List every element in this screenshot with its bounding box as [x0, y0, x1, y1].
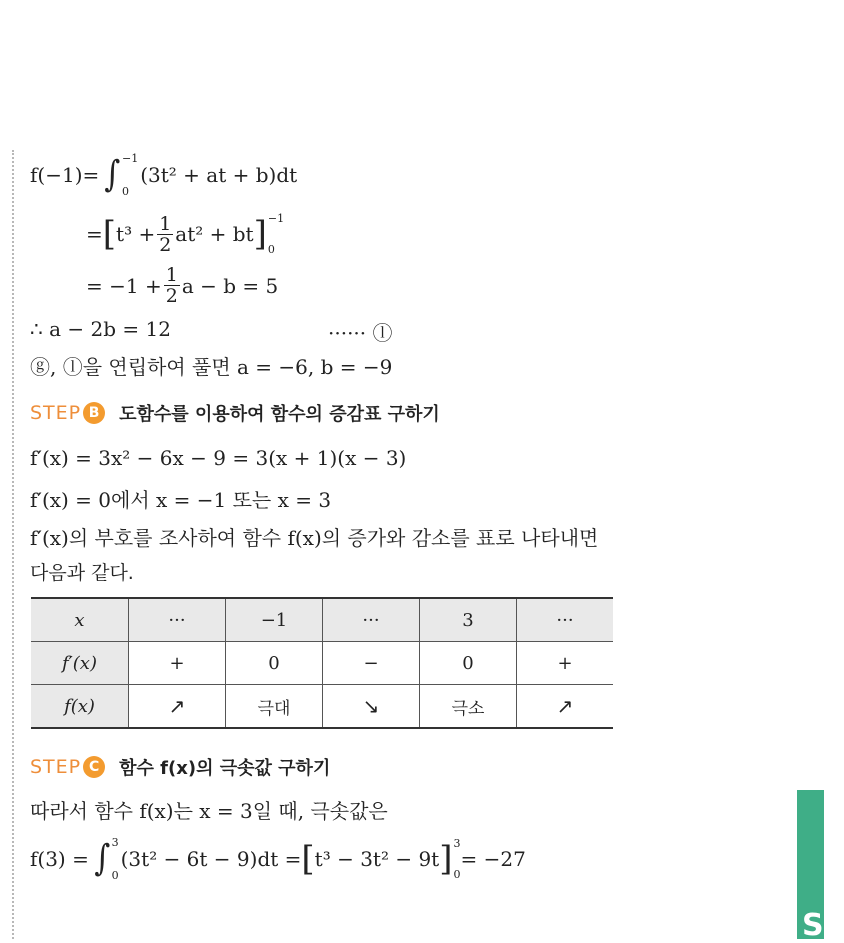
derivative-line-4: 다음과 같다.	[30, 562, 134, 584]
derivative-line-1: f′(x) = 3x² − 6x − 9 = 3(x + 1)(x − 3)	[30, 446, 407, 470]
equals: =	[86, 222, 103, 246]
table-row-fprime	[31, 642, 613, 685]
step-label: STEP	[30, 756, 82, 778]
integrand: (3t² + at + b)dt	[140, 163, 298, 187]
table-cell: ···	[517, 598, 614, 642]
step-b-header	[30, 400, 440, 426]
table-cell: ···	[129, 598, 226, 642]
remaining-terms: at² + bt	[175, 222, 254, 246]
lower-limit: 0	[453, 868, 461, 881]
dotted-margin	[12, 150, 14, 939]
bracket-close: ] 3 0	[439, 837, 461, 881]
derivative-line-3: f′(x)의 부호를 조사하여 함수 f(x)의 증가와 감소를 표로 나타내면	[30, 526, 599, 550]
table-cell: ···	[323, 598, 420, 642]
step-badge: B	[83, 402, 105, 424]
upper-limit: −1	[267, 212, 285, 225]
integral-sign: ∫	[94, 838, 111, 879]
integral-limits	[122, 152, 138, 198]
table-cell: x	[31, 598, 129, 642]
lhs: f(−1)=	[30, 163, 100, 187]
table-cell: 극소	[420, 685, 517, 729]
chapter-tab	[797, 790, 824, 943]
upper-limit: 3	[453, 837, 461, 850]
chapter-tab-label: S	[802, 908, 824, 943]
table-cell: +	[517, 642, 614, 685]
table-row-f	[31, 685, 613, 729]
table-cell: f′(x)	[31, 642, 129, 685]
upper-limit: 3	[111, 836, 119, 849]
step-title: 함수 f(x)의 극솟값 구하기	[119, 758, 331, 779]
table-cell: −	[323, 642, 420, 685]
fraction-half: $\frac{1}{2}$	[159, 212, 172, 256]
equation-line-1	[30, 152, 297, 198]
integral	[93, 836, 119, 882]
derivative-line-2: f′(x) = 0에서 x = −1 또는 x = 3	[30, 488, 332, 512]
table-cell: f(x)	[31, 685, 129, 729]
table-row-x	[31, 598, 613, 642]
table-cell: 3	[420, 598, 517, 642]
increasing-arrow-icon: ↗	[129, 685, 226, 729]
conclusion-equation	[30, 836, 526, 882]
table-cell: 0	[226, 642, 323, 685]
integral-sign: ∫	[104, 154, 121, 195]
integral-limits	[112, 836, 119, 882]
equation-line-5: ⓖ, ⓛ을 연립하여 풀면 a = −6, b = −9	[30, 355, 393, 379]
conclusion-line-1: 따라서 함수 f(x)는 x = 3일 때, 극솟값은	[30, 799, 388, 823]
step-label: STEP	[30, 402, 82, 424]
bracket-open: [	[102, 214, 117, 254]
antiderivative: t³ − 3t² − 9t	[314, 847, 440, 871]
step-badge: C	[83, 756, 105, 778]
bracket-close: ] −1 0	[253, 212, 285, 256]
decreasing-arrow-icon: ↘	[323, 685, 420, 729]
table-cell: 극대	[226, 685, 323, 729]
sign-table	[31, 597, 613, 729]
step-c-header	[30, 754, 330, 780]
bracket-open: [	[301, 839, 315, 879]
equation-line-3	[86, 265, 278, 306]
result: = −27	[460, 847, 526, 871]
lhs: f(3) =	[30, 847, 89, 871]
increasing-arrow-icon: ↗	[517, 685, 614, 729]
equation-line-4	[30, 317, 171, 341]
equation-tag: ······ ⓛ	[328, 321, 393, 345]
lower-limit: 0	[267, 243, 275, 256]
table-cell: −1	[226, 598, 323, 642]
step-title: 도함수를 이용하여 함수의 증감표 구하기	[119, 404, 440, 425]
table-cell: 0	[420, 642, 517, 685]
integrand: (3t² − 6t − 9)dt =	[120, 847, 302, 871]
post: a − b = 5	[181, 273, 279, 298]
fraction-half: $\frac{1}{2}$	[165, 264, 178, 307]
lower-limit: 0	[122, 185, 130, 198]
relation: ∴ a − 2b = 12	[30, 317, 171, 341]
upper-limit: −1	[122, 152, 139, 165]
pre: = −1 +	[86, 273, 162, 298]
integral	[103, 152, 138, 198]
table-cell: +	[129, 642, 226, 685]
t-cubed: t³ +	[116, 222, 156, 246]
lower-limit: 0	[111, 869, 119, 882]
equation-line-2	[86, 212, 284, 256]
